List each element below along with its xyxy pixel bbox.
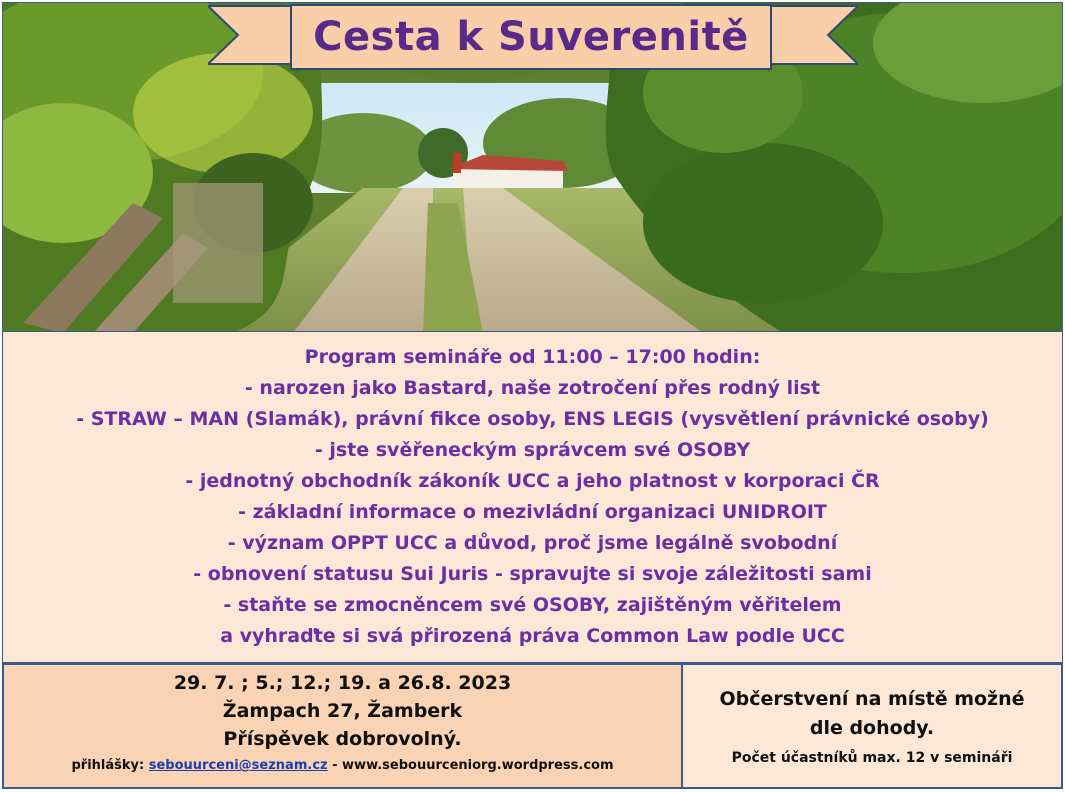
program-heading: Program semináře od 11:00 – 17:00 hodin:	[304, 346, 761, 368]
event-dates: 29. 7. ; 5.; 12.; 19. a 26.8. 2023	[173, 672, 512, 694]
event-address: Žampach 27, Žamberk	[222, 700, 463, 722]
program-item: - význam OPPT UCC a důvod, proč jsme legálně svobodní	[227, 532, 838, 554]
signup-line	[4, 753, 681, 779]
capacity-note: Počet účastníků max. 12 v semináři	[731, 750, 1013, 766]
title-box	[290, 4, 772, 70]
program-item: - narozen jako Bastard, naše zotročení přes rodný list	[244, 377, 821, 399]
refreshment-line-2: dle dohody.	[809, 717, 935, 739]
page-title: Cesta k Suverenitě	[313, 14, 749, 60]
program-section	[2, 332, 1063, 663]
event-fee: Příspěvek dobrovolný.	[223, 728, 462, 750]
program-item: - jste svěřeneckým správcem své OSOBY	[314, 439, 751, 461]
website-text: - www.sebouurceniorg.wordpress.com	[332, 758, 614, 773]
program-item: - obnovení statusu Sui Juris - spravujte si svoje záležitosti sami	[193, 563, 872, 585]
program-item: - STRAW – MAN (Slamák), právní fikce osoby, ENS LEGIS (vysvětlení právnické osoby)	[76, 408, 989, 430]
title-banner	[208, 2, 858, 74]
program-item: - základní informace o mezivládní organizaci UNIDROIT	[238, 501, 827, 523]
program-item: - staňte se zmocněncem své OSOBY, zajištěným věřitelem	[223, 594, 842, 616]
program-item: - jednotný obchodník zákoník UCC a jeho platnost v korporaci ČR	[185, 470, 880, 492]
signup-email-link[interactable]: sebouurceni@seznam.cz	[148, 758, 328, 773]
refreshment-info	[683, 663, 1063, 789]
program-item: a vyhraďte si svá přirozená práva Common Law podle UCC	[220, 625, 845, 647]
signup-label: přihlášky:	[71, 758, 145, 773]
refreshment-line-1: Občerstvení na místě možné	[719, 688, 1025, 710]
event-details	[2, 663, 683, 789]
